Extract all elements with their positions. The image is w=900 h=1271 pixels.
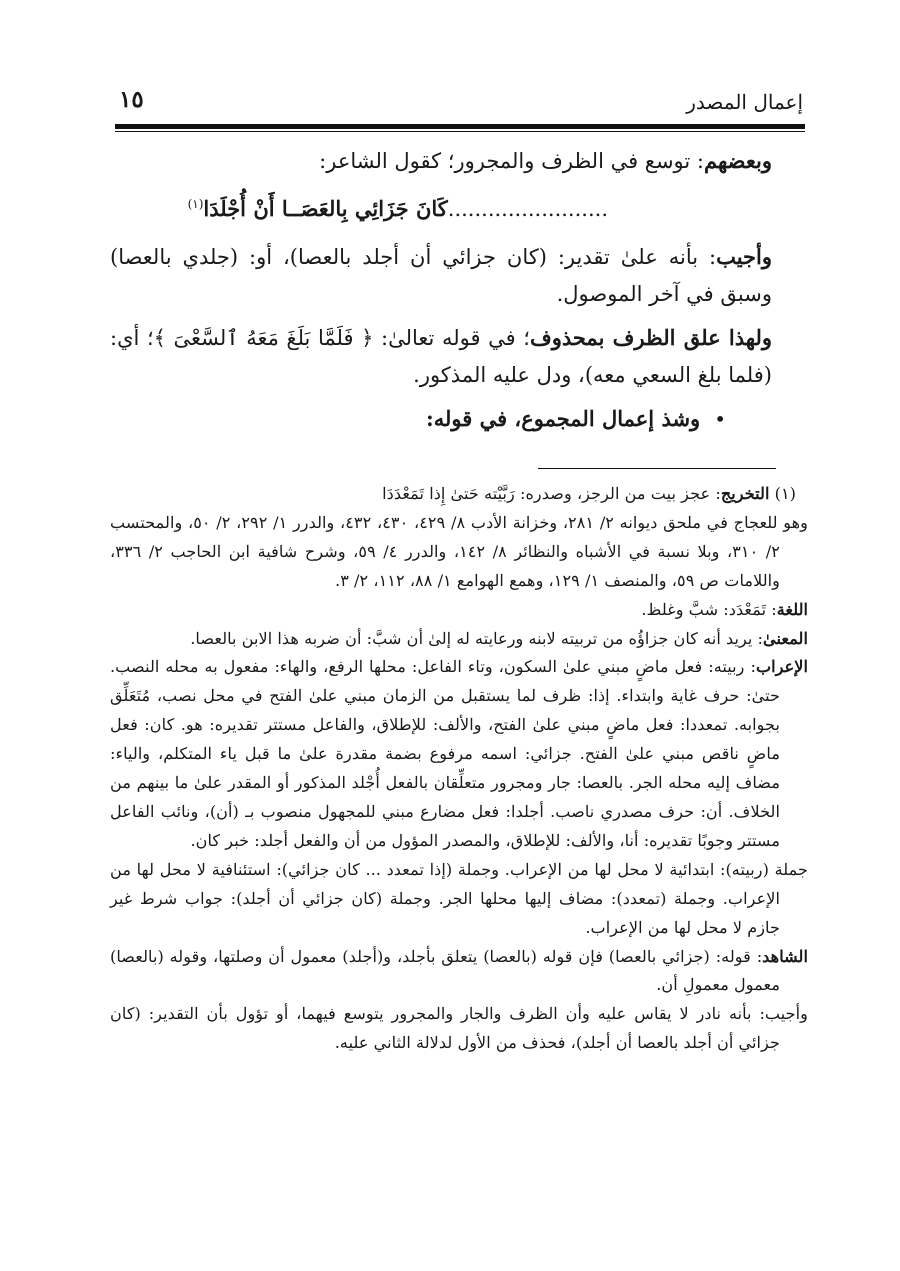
note-text: : تَمَعْدَد: شبَّ وغلظ.: [641, 599, 777, 619]
bullet-icon: •: [714, 407, 726, 431]
footnote-sources: وهو للعجاج في ملحق ديوانه ٢/ ٢٨١، وخزانة الأدب ٨/ ٤٢٩، ٤٣٠، ٤٣٢، والدرر ١/ ٢٩٢، ٢/ ٥٠، والمحتسب ٢/ ٣١٠، وبلا نسبة في الأشباه والنظائر ٨/ ١٤٢، والدرر ٤/ ٥٩، وشرح شافية ابن الحاجب ٢/ ٣٣٦، واللامات ص ٥٩، والمنصف ١/ ١٢٩، وهمع الهوامع ١/ ٨٨، ١١٢، ٢/ ٣.: [110, 512, 808, 590]
term-bold: ولهذا علق الظرف بمحذوف: [529, 325, 772, 350]
footnote-jumla: جملة (ربيته): ابتدائية لا محل لها من الإعراب. وجملة (إذا تمعدد ... كان جزائي): استئنافية لا محل لها من الإعراب. وجملة (تمعدد): مضاف إليها محلها الجر. وجملة (كان جزائي أن أجلد): جواب شرط غير جازم لا محل لها من الإعراب.: [110, 859, 808, 937]
note-text: : عجز بيت من الرجز، وصدره: رَبَّيْته حَتىٰ إِذا تَمَعْدَدَا: [382, 484, 721, 503]
note-text: : يريد أنه كان جزاؤُه من تربيته لابنه ورعايته له إلىٰ أن شبَّ: أن ضربه هذا الابن بالعصا.: [190, 628, 764, 648]
paragraph-text: : توسع في الظرف والمجرور؛ كقول الشاعر:: [319, 149, 705, 173]
header-rule-thick: [115, 124, 805, 129]
main-text: [110, 142, 806, 444]
verse-ellipsis: ........................: [447, 197, 608, 221]
paragraph-expansion: [110, 142, 806, 180]
footnote-number: (١): [774, 484, 796, 503]
running-header: [115, 84, 805, 124]
note-label: المعنىٰ: [763, 628, 808, 648]
poetry-verse: [110, 186, 806, 228]
footnote-shahid: [110, 943, 808, 1001]
footnote-maana: [110, 625, 808, 654]
footnote-ref: (١): [187, 197, 204, 211]
paragraph-adverb: [110, 319, 806, 394]
term-bold: وأجيب: [716, 244, 772, 269]
bullet-item: [110, 400, 806, 438]
note-text: : ربيته: فعل ماضٍ مبني علىٰ السكون، وتاء الفاعل: محلها الرفع، والهاء: مفعول به محله النصب. حتىٰ: حرف غاية وابتداء. إذا: ظرف لما يستقبل من الزمان مبني علىٰ الفتح في محل نصب، مُتَعَلِّق بجوابه. تمعددا: فعل ماضٍ مبني علىٰ الفتح، والألف: للإطلاق، والفاعل مستتر تقديره: هو. كان: فعل ماضٍ ناقص مبني علىٰ الفتح. جزائي: اسمه مرفوع بضمة مقدرة علىٰ ما قبل ياء المتكلم، والياء: مضاف إليه محله الجر. بالعصا: جار ومجرور متعلِّقان بالفعل أُجْلد المذكور أو المقدر علىٰ ما بينهم من الخلاف. أن: حرف مصدري ناصب. أجلدا: فعل مضارع مبني للمجهول منصوب بـ (أن)، ونائب الفاعل مستتر وجوبًا تقديره: أنا، والألف: للإطلاق، والمصدر المؤول من أن والفعل أجلد: خبر كان.: [110, 657, 780, 850]
term-bold: وبعضهم: [704, 148, 772, 173]
footnote-separator: [538, 468, 776, 469]
paragraph-text: : بأنه علىٰ تقدير: (كان جزائي أن أجلد بالعصا)، أو: (جلدي بالعصا) وسبق في آخر الموصول.: [110, 245, 772, 306]
paragraph-text: ؛ في قوله تعالىٰ: ﴿ فَلَمَّا بَلَغَ مَعَهُ ٱلسَّعْىَ ﴾؛ أي: (فلما بلغ السعي معه)، ودل عليه المذكور.: [110, 326, 772, 387]
header-rule-thin: [115, 131, 805, 132]
note-label: اللغة: [776, 599, 808, 619]
footnote-lugha: [110, 596, 808, 625]
bullet-text: وشذ إعمال المجموع، في قوله:: [425, 406, 701, 431]
chapter-title: إعمال المصدر: [686, 90, 803, 114]
footnotes: [110, 480, 808, 1058]
note-label: الإعراب: [755, 657, 808, 677]
note-label: التخريج: [720, 484, 770, 503]
verse-text: كَانَ جَزَائِي بِالعَصَــا أَنْ أُجْلَدَا: [203, 196, 448, 221]
footnote-irab: [110, 653, 808, 855]
paragraph-answer: [110, 238, 806, 313]
footnote-takhrij: [110, 480, 808, 509]
note-label: الشاهد: [762, 946, 808, 966]
footnote-ujib: وأجيب: بأنه نادر لا يقاس عليه وأن الظرف والجار والمجرور يتوسع فيهما، أو تؤول بأن التقدير: (كان جزائي أن أجلد بالعصا أن أجلد)، فحذف من الأول لدلالة الثاني عليه.: [110, 1004, 808, 1053]
page-number: ١٥: [119, 86, 144, 113]
note-text: : قوله: (جزائي بالعصا) فإن قوله (بالعصا) يتعلق بأجلد، و(أجلد) معمول أن وصلتها، وقوله (بالعصا) معمول معمولِ أن.: [110, 946, 780, 995]
